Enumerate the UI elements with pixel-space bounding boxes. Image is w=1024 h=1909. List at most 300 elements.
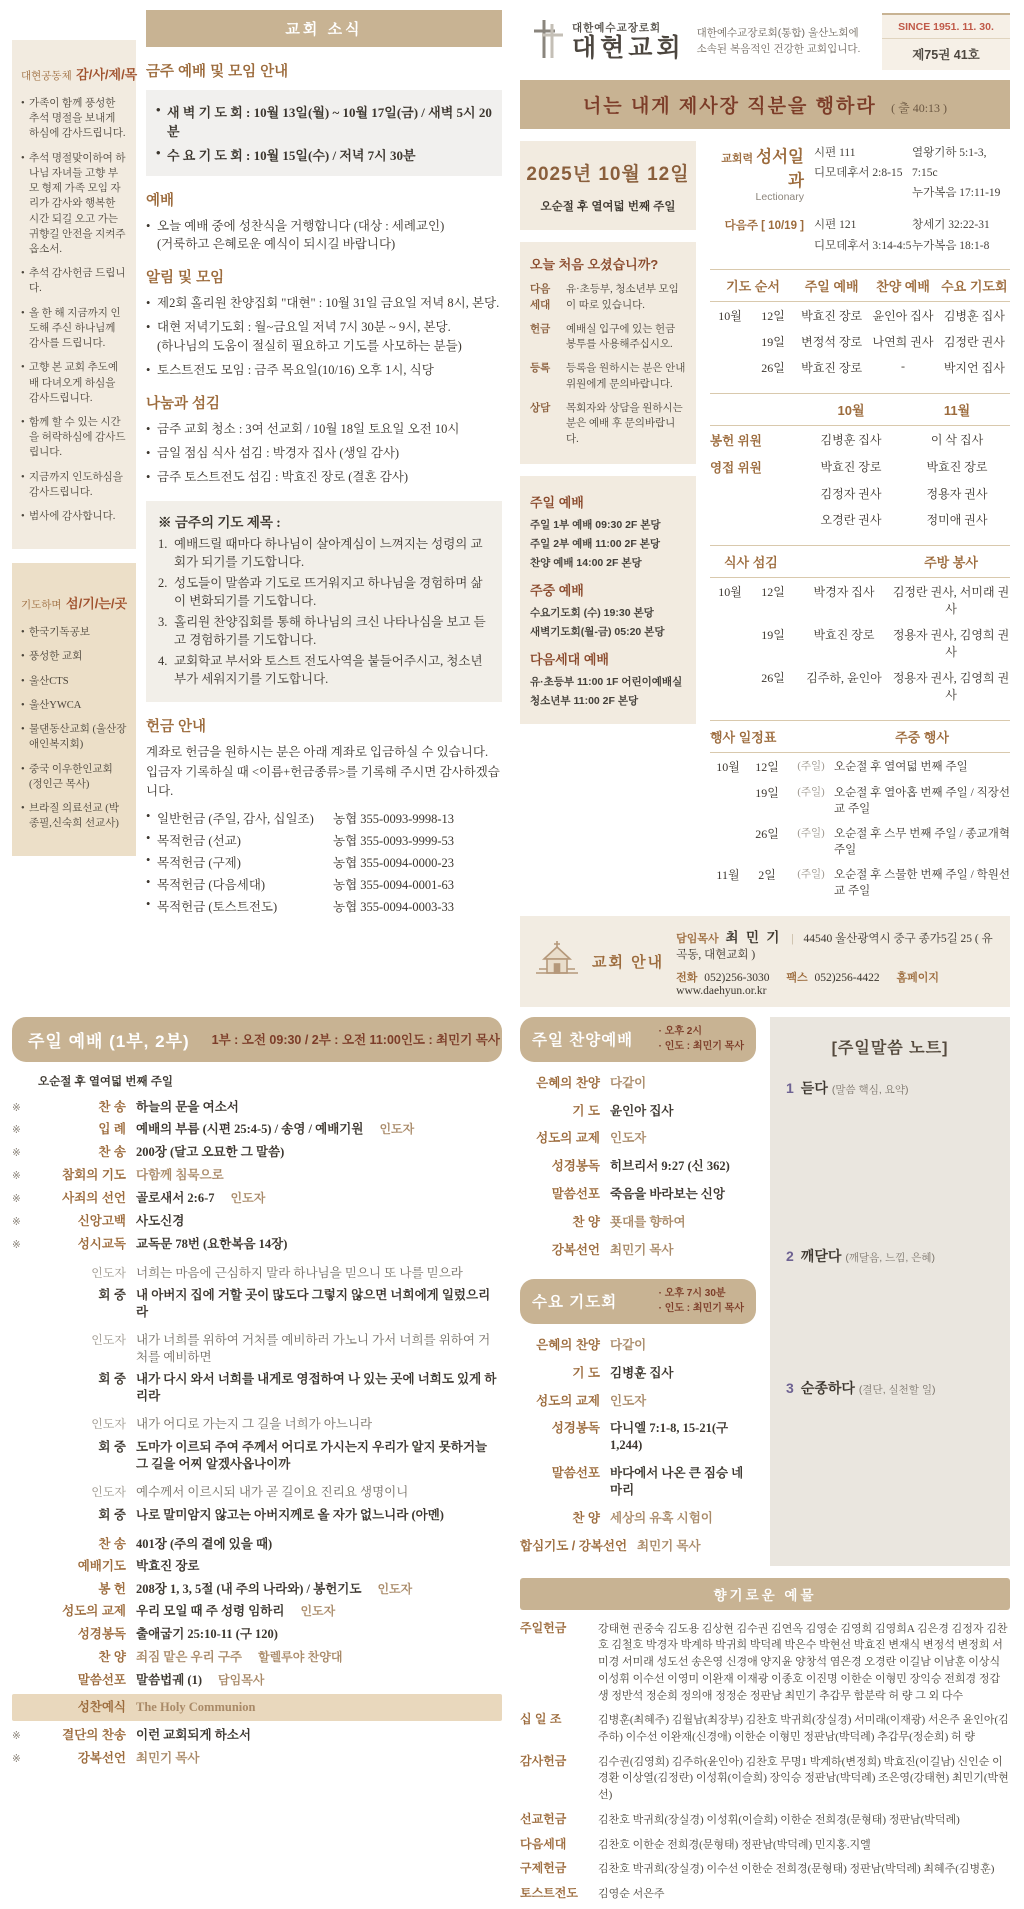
meal-service-header xyxy=(710,545,1010,578)
worship-item-text: 교독문 78번 (요한복음 14장) xyxy=(136,1236,288,1251)
visitor-info-label: 헌금 xyxy=(530,322,551,335)
committee-row: 봉헌 위원 김병훈 집사 이 삭 집사 xyxy=(710,432,984,448)
weekly-services-box xyxy=(146,90,502,176)
service-time-line: 수요기도회 (수) 19:30 본당 xyxy=(530,606,654,619)
issue-number: 제75권 41호 xyxy=(912,47,980,62)
account-name: • 목적헌금 (토스트전도) xyxy=(157,900,278,915)
worship-item-label: 인도자 xyxy=(91,1417,126,1432)
worship-item-text: 우리 모일 때 주 성령 임하리 xyxy=(136,1604,285,1619)
sunday-service-order xyxy=(0,1015,512,1909)
prayer-duty-header xyxy=(710,269,1010,302)
wednesday-service-header xyxy=(520,1279,756,1324)
worship-item-text: 내가 다시 와서 너희를 내게로 영접하여 나 있는 곳에 너희도 있게 하리라 xyxy=(136,1372,497,1403)
offering-row xyxy=(520,1619,1010,1705)
worship-item-label: 회 중 xyxy=(98,1440,126,1455)
praise-service-info xyxy=(659,1024,744,1055)
worship-item-text: 출애굽기 25:10-11 (구 120) xyxy=(136,1627,278,1642)
worship-row xyxy=(12,1371,502,1404)
thanksgiving-sidebar xyxy=(12,40,136,1007)
worship-row xyxy=(12,1558,502,1575)
announcement-item xyxy=(146,361,502,379)
offerings-list xyxy=(520,1619,1010,1903)
prayer-topic xyxy=(158,536,490,571)
church-description xyxy=(697,25,861,58)
note-number: 3 xyxy=(786,1379,794,1396)
praying-label: 기도하며 xyxy=(21,599,62,612)
note-number: 1 xyxy=(786,1079,794,1096)
prayer-place-item: • 울산YWCA xyxy=(21,698,127,713)
worship-item-text: 다함께 침묵으로 xyxy=(136,1168,224,1183)
worship-row xyxy=(12,1332,502,1365)
worship-item-text: 내가 어디로 가는지 그 길을 너희가 아느니라 xyxy=(136,1417,373,1432)
service-item-text: 죽음을 바라보는 신앙 xyxy=(610,1187,725,1202)
worship-item-text: 죄짐 맡은 우리 구주 xyxy=(136,1649,242,1664)
service-item-text: 히브리서 9:27 (신 362) xyxy=(610,1159,730,1174)
note-number: 2 xyxy=(786,1247,794,1264)
prayer-duty-row: 26일 박효진 장로 - 박지언 집사 xyxy=(761,358,1005,375)
service-item-label: 기 도 xyxy=(572,1365,600,1380)
worship-item-label: 말씀선포 xyxy=(77,1672,126,1687)
praise-service-row xyxy=(520,1158,756,1175)
praise-service-leader: · 인도 : 최민기 목사 xyxy=(659,1039,744,1055)
worship-item-label: 회 중 xyxy=(98,1288,126,1303)
worship-row xyxy=(12,1536,502,1553)
prayer-duty-row: 10월 12일 박효진 장로 윤인아 집사 김병훈 집사 xyxy=(718,308,1005,323)
sermon-notes-items xyxy=(786,1078,994,1398)
standing-mark: ※ xyxy=(12,1170,21,1183)
nextgen-services-heading: 다음세대 예배 xyxy=(530,651,609,667)
offering-donors: 강태현 권중숙 김도용 김상현 김수권 김연옥 김영순 김영희 김영희A 김은경 김정자 김찬호 김철호 박경자 박계하 박귀희 박덕례 박은수 박현선 박효진 변재식 변정석 변정희 서미경 서미래 성도선 송은영 신경애 양지윤 양창석 염은경 오경란 이길남 이남훈 이상식 이성휘 이수선 이영미 이완재 이재광 이종호 이진명 이한순 이형민 장익승 전희경 정갑생 정반석 정순희 정의애 정정순 정판남 최민기 추갑무 함분락 허 량 그 외 다수 xyxy=(598,1622,1008,1702)
account-number: 농협 355-0093-9999-53 xyxy=(333,834,455,849)
worship-row xyxy=(12,1121,502,1138)
meal-service-rows xyxy=(710,578,1010,707)
sermon-notes-box xyxy=(770,1017,1010,1566)
thanksgiving-item: • 가족이 함께 풍성한 추석 명절을 보내게 하심에 감사드립니다. xyxy=(21,96,127,142)
afternoon-services-column xyxy=(520,1017,756,1566)
visitor-box xyxy=(520,242,696,464)
worship-row xyxy=(12,1213,502,1230)
order-of-worship xyxy=(12,1099,502,1767)
offering-row xyxy=(520,1710,1010,1745)
worship-item-label: 찬 송 xyxy=(98,1145,126,1160)
senior-pastor-label: 담임목사 xyxy=(676,932,719,945)
sunday-service-header xyxy=(12,1017,502,1062)
worship-item-label: 입 례 xyxy=(98,1122,126,1137)
lectionary-subtitle: Lectionary xyxy=(755,191,804,203)
worship-item-label: 사죄의 선언 xyxy=(62,1191,126,1206)
prayer-topic-text: 예배드릴 때마다 하나님이 살아계심이 느껴지는 성령의 교회가 되기를 기도합니다. xyxy=(174,537,483,569)
worship-item-text: 이런 교회되게 하소서 xyxy=(136,1727,251,1742)
prayer-place-item: • 한국기독공보 xyxy=(21,625,127,640)
account-name: • 목적헌금 (다음세대) xyxy=(157,878,266,893)
event-row: 10월 12일 (주일) 오순절 후 열여덟 번째 주일 xyxy=(716,759,968,774)
reading-gospel: 누가복음 17:11-19 xyxy=(912,187,1001,200)
worship-heading: 예배 xyxy=(146,193,175,209)
committee-row: 김정자 권사 정용자 권사 xyxy=(820,486,988,501)
visitor-title: 오늘 처음 오셨습니까? xyxy=(530,257,659,272)
service-item-text: 최민기 목사 xyxy=(610,1242,674,1257)
worship-row xyxy=(12,1265,502,1282)
note-hint: (결단, 실천할 일) xyxy=(858,1383,936,1396)
prayer-topic-text: 성도들이 말씀과 기도로 뜨거워지고 하나님을 경험하며 삶이 변화되기를 기도합니다. xyxy=(174,576,483,608)
offering-donors: 김찬호 박귀희(장실경) 이성휘(이슬희) 이한순 전희경(문형태) 정판남(박덕례) xyxy=(598,1813,960,1826)
service-time-line: 찬양 예배 14:00 2F 본당 xyxy=(530,556,642,569)
offering-row xyxy=(520,1859,1010,1878)
service-item-label: 찬 양 xyxy=(572,1510,600,1525)
weekday-services-heading: 주중 예배 xyxy=(530,582,584,598)
service-item-label: 찬 양 xyxy=(572,1215,600,1229)
worship-item-performer: 인도자 xyxy=(377,1581,413,1596)
church-info-footer xyxy=(520,916,1010,1007)
service-item-text: 최민기 목사 xyxy=(637,1538,701,1553)
prayer-topic xyxy=(158,653,490,688)
offering-donors: 김병훈(최혜주) 김월남(최장부) 김찬호 박귀희(장실경) 서미래(이재광) 서은주 윤인아(김주하) 이수선 이완재(신경애) 이한순 이형민 정판남(박덕례) 추갑무(정순희) 허 량 xyxy=(598,1714,1009,1743)
worship-row xyxy=(12,1287,502,1320)
sharing-list xyxy=(146,420,502,486)
offering-type-label: 주일헌금 xyxy=(520,1620,567,1635)
top-right xyxy=(512,0,1024,1007)
sunday-service-title: 주일 예배 (1부, 2부) xyxy=(28,1031,190,1051)
worship-item-label: 결단의 찬송 xyxy=(62,1727,126,1742)
worship-item-performer: 인도자 xyxy=(379,1122,415,1137)
event-row: 11월 2일 (주일) 오순절 후 스물한 번째 주일 / 학원선교 주일 xyxy=(716,867,1010,897)
worship-item-performer: 인도자 xyxy=(300,1604,336,1619)
service-item-label: 성도의 교제 xyxy=(536,1393,600,1408)
sermon-note-item xyxy=(786,1246,994,1266)
notice-subtext: (거룩하고 은혜로운 예식이 되시길 바랍니다) xyxy=(157,237,396,252)
worship-row xyxy=(12,1167,502,1184)
service-item-text: 세상의 유혹 시험이 xyxy=(610,1510,713,1525)
worship-item-label: 인도자 xyxy=(91,1485,126,1500)
wednesday-service-time: · 오후 7시 30분 xyxy=(659,1286,744,1302)
service-item-text: 푯대를 향하여 xyxy=(610,1215,686,1229)
info-grid xyxy=(520,141,1010,902)
church-logo-cross-icon xyxy=(530,18,566,65)
events-table xyxy=(710,720,1010,902)
worship-item-label: 인도자 xyxy=(91,1265,126,1280)
offering-row xyxy=(520,1810,1010,1829)
committee-row: 오경란 권사 정미애 권사 xyxy=(820,512,988,527)
col-prayer-order: 기도 순서 xyxy=(726,278,780,294)
standing-mark: ※ xyxy=(12,1101,21,1114)
visitor-info-row xyxy=(530,361,686,393)
next-week-label: 다음주 [ 10/19 ] xyxy=(724,220,804,233)
thanksgiving-item: • 함께 할 수 있는 시간을 허락하심에 감사드립니다. xyxy=(21,415,127,461)
events-header xyxy=(710,720,1010,753)
prayer-places-list xyxy=(21,625,127,831)
standing-mark: ※ xyxy=(12,1729,21,1742)
account-number: 농협 355-0094-0003-33 xyxy=(333,900,455,915)
service-item-label: 기 도 xyxy=(572,1103,600,1118)
standing-mark: ※ xyxy=(12,1238,21,1251)
prayer-place-item: • 울산CTS xyxy=(21,674,127,689)
lectionary-this-week xyxy=(710,143,1010,203)
next-week-col-2 xyxy=(912,215,1010,255)
denomination-name: 대한예수교장로회 xyxy=(572,21,662,34)
service-item-text: 인도자 xyxy=(610,1393,647,1408)
announcement-item xyxy=(146,294,502,312)
sharing-heading: 나눔과 섬김 xyxy=(146,395,221,412)
account-list xyxy=(146,809,502,915)
announcement-list xyxy=(146,294,502,379)
church-info-title: 교회 안내 xyxy=(592,953,665,971)
worship-row xyxy=(12,1099,502,1116)
thanksgiving-item: • 지금까지 인도하심을 감사드립니다. xyxy=(21,470,127,500)
bottom-right xyxy=(512,1015,1024,1909)
worship-item-label: 인도자 xyxy=(91,1333,126,1348)
wednesday-service-row xyxy=(520,1337,756,1354)
account-row xyxy=(146,875,502,893)
since-date: SINCE 1951. 11. 30. xyxy=(882,15,1010,39)
visitor-info-label: 다음 세대 xyxy=(530,283,551,311)
worship-row xyxy=(12,1190,502,1207)
offering-guide-intro1: 계좌로 헌금을 원하시는 분은 아래 계좌로 입금하실 수 있습니다. xyxy=(146,745,489,760)
offerings-section xyxy=(520,1578,1010,1903)
worship-row xyxy=(12,1439,502,1472)
meal-service-row: 19일 박효진 장로 정용자 권사, 김영희 권사 xyxy=(761,627,1010,659)
announcement-subtext: (하나님의 도움이 절실히 필요하고 기도를 사모하는 분들) xyxy=(157,338,462,353)
homepage-url: www.daehyun.or.kr xyxy=(676,984,767,997)
sharing-text: 금주 교회 청소 : 3여 선교회 / 10월 18일 토요일 오전 10시 xyxy=(157,421,460,436)
offering-guide-intro2: 입금자 기록하실 때 <이름+헌금종류>를 기록해 주시면 감사하겠습니다. xyxy=(146,764,500,798)
date-box xyxy=(520,141,696,230)
sermon-notes-title: [주일말씀 노트] xyxy=(831,1039,949,1057)
worship-row xyxy=(12,1507,502,1524)
offering-guide-heading: 헌금 안내 xyxy=(146,719,207,736)
worship-item-text: 말씀법궤 (1) xyxy=(136,1672,203,1687)
col-praise-service: 찬양 예배 xyxy=(876,278,930,294)
reading-ot: 열왕기하 5:1-3, 7:15c xyxy=(912,147,987,180)
offering-type-label: 토스트전도 xyxy=(520,1885,578,1900)
service-item-label: 강복선언 xyxy=(551,1242,600,1257)
wednesday-service-info xyxy=(659,1286,744,1317)
prayer-places-heading xyxy=(21,593,127,613)
wednesday-service-row xyxy=(520,1365,756,1382)
committee-header xyxy=(710,393,1010,426)
worship-row xyxy=(12,1416,502,1433)
offering-donors: 김영순 서은주 xyxy=(598,1887,665,1900)
homepage-label: 홈페이지 xyxy=(896,971,940,984)
account-number: 농협 355-0094-0001-63 xyxy=(333,878,455,893)
wednesday-service-row xyxy=(520,1393,756,1410)
praise-service-row xyxy=(520,1242,756,1259)
senior-pastor-name: 최 민 기 xyxy=(725,929,782,945)
visitor-info-label: 등록 xyxy=(530,362,551,374)
praise-service-title: 주일 찬양예배 xyxy=(532,1032,634,1050)
prayer-topic-text: 교회학교 부서와 토스트 전도사역을 붙들어주시고, 청소년부가 세워지기를 기도합니다. xyxy=(174,654,483,686)
service-item-text: 바다에서 나온 큰 짐승 네 마리 xyxy=(610,1466,744,1497)
notice-text: 오늘 예배 중에 성찬식을 거행합니다 (대상 : 세례교인) xyxy=(157,219,445,233)
community-label: 대현공동체 xyxy=(21,70,72,82)
serving-places-title: 섬/기/는/곳 xyxy=(66,596,128,612)
church-contact xyxy=(676,926,996,997)
issue-box xyxy=(882,13,1010,70)
prayer-places-box xyxy=(12,563,136,856)
offering-donors: 김찬호 이한순 전희경(문형태) 정판남(박덕례) 민지홍.지엘 xyxy=(598,1838,871,1851)
service-time-line: 유·초등부 11:00 1F 어린이예배실 xyxy=(530,675,683,688)
liturgical-sunday: 오순절 후 열여덟 번째 주일 xyxy=(540,201,676,213)
service-time-line: 주일 2부 예배 11:00 2F 본당 xyxy=(530,537,660,550)
next-reading-ot: 창세기 32:22-31 xyxy=(912,219,990,232)
sunday-services-heading: 주일 예배 xyxy=(530,494,584,510)
worship-item-text: 208장 1, 3, 5절 (내 주의 나라와) / 봉헌기도 xyxy=(136,1581,362,1596)
sermon-note-item xyxy=(786,1078,994,1098)
thanksgiving-heading xyxy=(21,64,138,84)
col-weekly-events: 주중 행사 xyxy=(895,729,949,745)
next-reading-gospel: 누가복음 18:1-8 xyxy=(912,239,990,252)
worship-row xyxy=(12,1750,502,1767)
worship-item-text: 너희는 마음에 근심하지 말라 하나님을 믿으니 또 나를 믿으라 xyxy=(136,1265,463,1280)
church-contact-line1 xyxy=(676,926,996,962)
prayer-place-item: • 중국 이우한인교회 (정인근 목사) xyxy=(21,762,127,792)
service-item-label: 성도의 교제 xyxy=(536,1131,600,1146)
worship-row xyxy=(12,1626,502,1643)
prayer-topic xyxy=(158,614,490,649)
church-name: 대현교회 xyxy=(572,33,685,62)
worship-notices xyxy=(146,217,502,253)
worship-row xyxy=(12,1694,502,1721)
church-news-header: 교회 소식 xyxy=(146,10,502,47)
committee-rows xyxy=(710,426,1010,532)
weekly-services-heading: 금주 예배 및 모임 안내 xyxy=(146,64,289,80)
reading-epistle: 디모데후서 2:8-15 xyxy=(814,167,903,180)
lectionary-next-week xyxy=(710,215,1010,255)
standing-mark: ※ xyxy=(12,1193,21,1206)
offering-donors: 김찬호 박귀희(장실경) 이수선 이한순 전희경(문형태) 정판남(박덕례) 최혜주(김병훈) xyxy=(598,1863,995,1876)
worship-item-text: 내가 너희를 위하여 거처를 예비하러 가노니 가서 너희를 위하여 거처를 예비하면 xyxy=(136,1333,491,1364)
prayer-topic-number: 4. xyxy=(158,654,168,669)
worship-item-label: 강복선언 xyxy=(77,1750,126,1765)
offering-donors: 김수권(김영희) 김주하(윤인아) 김찬호 무명1 박계하(변정희) 박효진(이길남) 신인순 이경환 이상열(김정란) 이성휘(이슬희) 장익승 정판남(박덕례) 조은영(강태현) 최민기(박현선) xyxy=(598,1755,1009,1802)
wednesday-service-leader: · 인도 : 최민기 목사 xyxy=(659,1301,744,1317)
worship-item-performer: 인도자 xyxy=(230,1191,266,1206)
visitor-info-text: 유·초등부, 청소년부 모임이 따로 있습니다. xyxy=(566,284,679,311)
account-row xyxy=(146,831,502,849)
worship-item-text: 최민기 목사 xyxy=(136,1750,200,1765)
service-item-label: 성경봉독 xyxy=(551,1421,600,1436)
lectionary-readings xyxy=(814,143,1010,203)
worship-item-text: 401장 (주의 곁에 있을 때) xyxy=(136,1536,273,1551)
note-title: 듣다 xyxy=(800,1079,828,1096)
service-item-label: 성경봉독 xyxy=(551,1159,600,1174)
worship-item-label: 성시교독 xyxy=(77,1236,126,1251)
thanksgiving-item: • 올 한 해 지금까지 인도해 주신 하나님께 감사를 드립니다. xyxy=(21,306,127,352)
service-times-box xyxy=(520,476,696,724)
sunday-service-subtitle: 오순절 후 열여덟 번째 주일 xyxy=(38,1075,173,1088)
next-week-label-wrap xyxy=(710,215,814,255)
service-time-line: 주일 1부 예배 09:30 2F 본당 xyxy=(530,518,661,531)
weekday-service-times xyxy=(530,605,686,639)
praise-service-row xyxy=(520,1130,756,1147)
reading-psalm: 시편 111 xyxy=(814,147,856,159)
fax-label: 팩스 xyxy=(786,971,808,984)
service-time-line: 새벽기도회(월-금) 05:20 본당 xyxy=(530,625,665,638)
standing-mark: ※ xyxy=(12,1752,21,1765)
event-row: 19일 (주일) 오순절 후 열아홉 번째 주일 / 직장선교 주일 xyxy=(755,785,1010,815)
offering-type-label: 십 일 조 xyxy=(520,1712,562,1727)
visitor-info-row xyxy=(530,401,686,448)
prayer-place-item: • 풍성한 교회 xyxy=(21,649,127,664)
col-november: 11월 xyxy=(943,402,971,418)
prayer-duty-row: 19일 변정석 장로 나연희 권사 김정란 권사 xyxy=(761,334,1005,349)
thanksgiving-list xyxy=(21,96,127,524)
worship-item-text: 내 아버지 집에 거할 곳이 많도다 그렇지 않으면 너희에게 일렀으리라 xyxy=(136,1288,491,1319)
thanksgiving-item: • 추석 감사헌금 드립니다. xyxy=(21,266,127,296)
info-right-column xyxy=(710,141,1010,902)
worship-item-label: 신앙고백 xyxy=(77,1213,126,1228)
account-row xyxy=(146,897,502,915)
prayer-topics-box xyxy=(146,501,502,702)
col-wednesday-service: 수요 기도회 xyxy=(941,278,1008,294)
praise-service-row xyxy=(520,1214,756,1231)
thanksgiving-item: • 고향 본 교회 추도예배 다녀오게 하심을 감사드립니다. xyxy=(21,360,127,406)
worship-item-label: 회 중 xyxy=(98,1372,126,1387)
offering-type-label: 다음세대 xyxy=(520,1836,567,1851)
announcement-item xyxy=(146,318,502,354)
worship-row xyxy=(12,1144,502,1161)
account-name: • 목적헌금 (구제) xyxy=(157,856,241,871)
worship-row xyxy=(12,1649,502,1666)
col-event-schedule: 행사 일정표 xyxy=(710,729,777,745)
prayer-place-item: • 브라질 의료선교 (박종필,신숙희 선교사) xyxy=(21,801,127,831)
sharing-text: 금일 점심 식사 섬김 : 박경자 집사 (생일 감사) xyxy=(157,445,400,460)
worship-item-performer: 할렐루야 찬양대 xyxy=(257,1649,343,1664)
thanksgiving-item: • 추석 명절맞이하여 하나님 자녀들 고향 부모 형제 가족 모임 자리가 감사와 행복한 시간 되길 오고 가는 귀향길 안전을 지켜주옵소서. xyxy=(21,151,127,258)
worship-item-text: 나로 말미암지 않고는 아버지께로 올 자가 없느니라 (아멘) xyxy=(136,1508,444,1523)
praise-service-row xyxy=(520,1186,756,1203)
sunday-service-leader: 인도 : 최민기 목사 xyxy=(400,1033,500,1048)
church-contact-line2 xyxy=(676,969,996,997)
prayer-place-item: • 물댄동산교회 (울산장애인복지회) xyxy=(21,722,127,752)
bulletin-date: 2025년 10월 12일 xyxy=(526,164,690,185)
note-hint: (깨달음, 느낌, 은혜) xyxy=(845,1251,936,1264)
worship-item-text: 예배의 부름 (시편 25:4-5) / 송영 / 예배기원 xyxy=(136,1122,364,1137)
lectionary-col-1 xyxy=(814,143,912,203)
wednesday-service-title: 수요 기도회 xyxy=(532,1294,618,1312)
church-address: 44540 울산광역시 중구 종가5길 25 ( 유곡동, 대현교회 ) xyxy=(676,932,993,961)
fax-number: 052)256-4422 xyxy=(814,971,880,984)
sharing-item xyxy=(146,468,502,486)
sermon-note-item xyxy=(786,1378,994,1398)
sunday-service-times xyxy=(530,517,686,570)
wednesday-service-row xyxy=(520,1538,756,1555)
worship-item-label: 찬 송 xyxy=(98,1099,126,1114)
church-description-line2: 소속된 복음적인 건강한 교회입니다. xyxy=(696,43,861,55)
worship-item-label: 찬 송 xyxy=(98,1536,126,1551)
praise-service-row xyxy=(520,1103,756,1120)
info-left-column xyxy=(520,141,696,902)
visitor-info-label: 상담 xyxy=(530,401,551,414)
service-item-label: 은혜의 찬양 xyxy=(536,1337,600,1352)
col-kitchen-duty: 주방 봉사 xyxy=(924,554,978,570)
worship-row xyxy=(12,1484,502,1501)
account-row xyxy=(146,853,502,871)
service-item-label: 말씀선포 xyxy=(551,1466,600,1481)
offering-type-label: 감사헌금 xyxy=(520,1753,567,1768)
worship-item-text: The Holy Communion xyxy=(136,1700,256,1715)
standing-mark: ※ xyxy=(12,1215,21,1228)
worship-item-text: 200장 (달고 오묘한 그 말씀) xyxy=(136,1145,285,1160)
worship-item-label: 성찬예식 xyxy=(77,1700,126,1715)
worship-item-label: 회 중 xyxy=(98,1508,126,1523)
lectionary-label xyxy=(710,143,814,203)
separator: | xyxy=(791,932,794,945)
service-item-text: 윤인아 집사 xyxy=(610,1103,674,1118)
account-row xyxy=(146,809,502,827)
worship-item-performer: 담임목사 xyxy=(218,1672,265,1687)
prayer-topic-number: 2. xyxy=(158,576,168,591)
praise-service-header xyxy=(520,1017,756,1062)
